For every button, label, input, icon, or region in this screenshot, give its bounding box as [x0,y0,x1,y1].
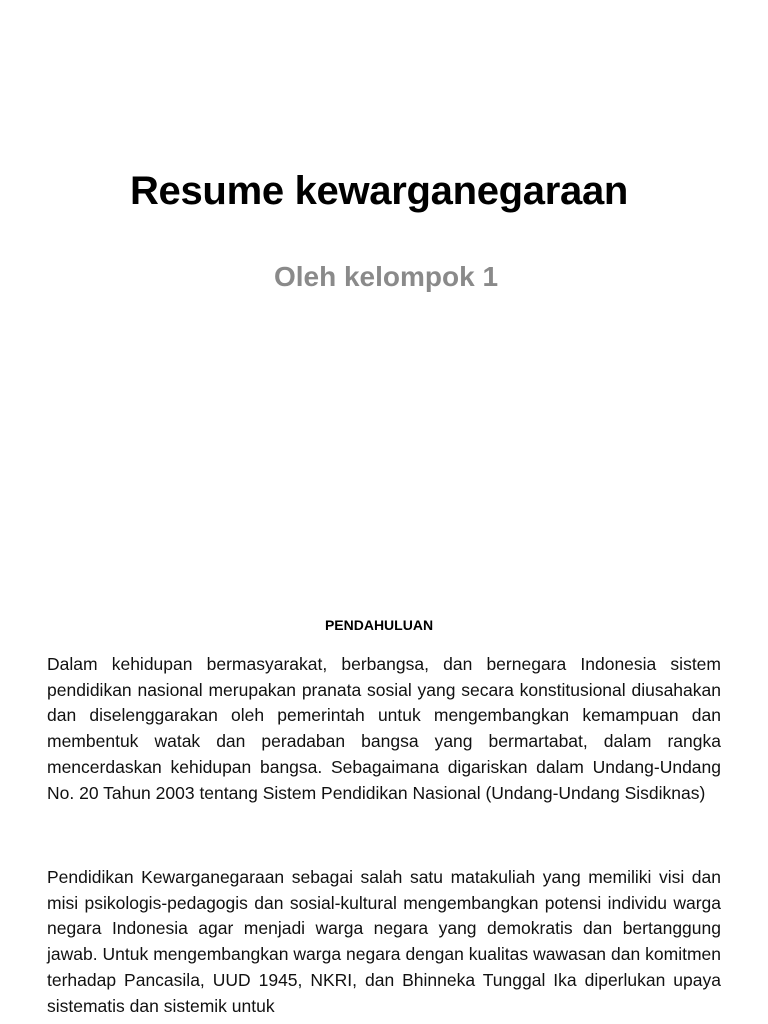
page-subtitle: Oleh kelompok 1 [273,261,499,292]
section-heading: PENDAHULUAN [324,617,434,633]
body-paragraph: Dalam kehidupan bermasyarakat, berbangsa, dan bernegara Indonesia sistem pendidikan nasional merupakan pranata sosial yang secara konstitusional diusahakan dan diselenggarakan oleh pemerintah untuk mengembangkan kemampuan dan membentuk watak dan peradaban bangsa yang bermartabat, dalam rangka mencerdaskan kehidupan bangsa. Sebagaimana digariskan dalam Undang-Undang No. 20 Tahun 2003 tentang Sistem Pendidikan Nasional (Undang-Undang Sisdiknas) [47,654,721,803]
page-title: Resume kewarganegaraan [129,169,629,213]
body-paragraph: Pendidikan Kewarganegaraan sebagai salah satu matakuliah yang memiliki visi dan misi psikologis-pedagogis dan sosial-kultural mengembangkan potensi individu warga negara Indonesia agar menjadi warga negara yang demokratis dan bertanggung jawab. Untuk mengembangkan warga negara dengan kualitas wawasan dan komitmen terhadap Pancasila, UUD 1945, NKRI, dan Bhinneka Tunggal Ika diperlukan upaya sistematis dan sistemik untuk [47,867,721,1016]
